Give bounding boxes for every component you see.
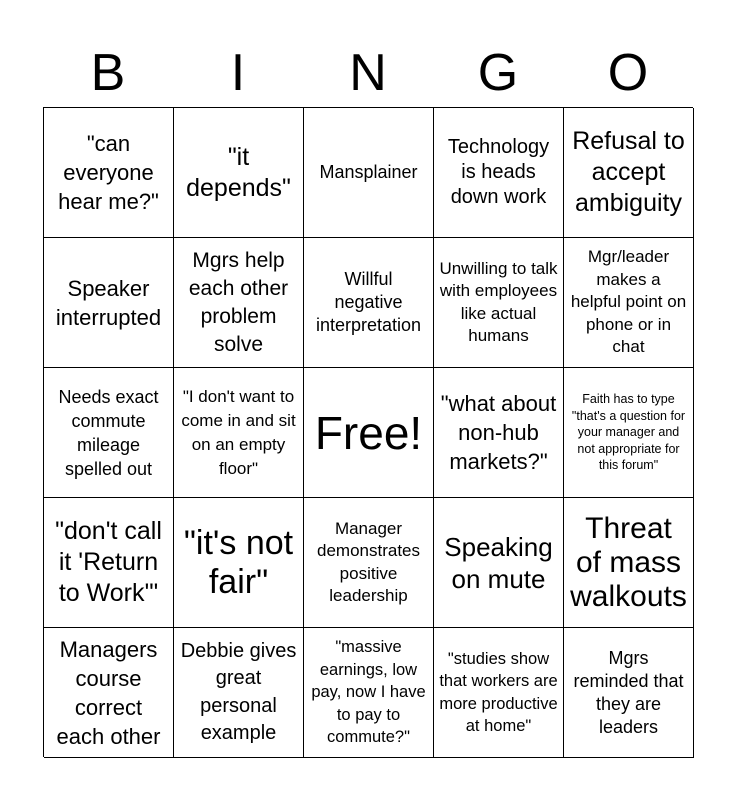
bingo-cell[interactable] — [564, 498, 694, 628]
header-letter-b: B — [90, 44, 126, 102]
bingo-cell[interactable] — [174, 238, 304, 368]
cell-text: Mgrs help each other problem solve — [188, 248, 289, 356]
cell-text: "massive earnings, low pay, now I have to pay to commute?" — [311, 638, 426, 747]
cell-text: "studies show that workers are more productive at home" — [439, 649, 558, 735]
cell-text: "what about non-hub markets?" — [440, 391, 557, 474]
bingo-header — [43, 38, 693, 108]
header-letter-o: O — [607, 44, 649, 102]
cell-text: Mansplainer — [319, 162, 418, 182]
bingo-cell[interactable] — [44, 628, 174, 758]
bingo-cell[interactable] — [174, 368, 304, 498]
cell-text: Threat of mass walkouts — [570, 511, 687, 613]
bingo-cell[interactable] — [174, 628, 304, 758]
header-letter-n: N — [349, 44, 387, 102]
cell-text: "it's not fair" — [183, 523, 294, 601]
bingo-cell[interactable] — [304, 108, 434, 238]
bingo-cell[interactable] — [174, 108, 304, 238]
cell-text: Willful negative interpretation — [315, 269, 422, 335]
bingo-cell[interactable] — [44, 238, 174, 368]
bingo-cell[interactable] — [44, 368, 174, 498]
cell-text: Speaking on mute — [444, 531, 553, 594]
cell-text: Debbie gives great personal example — [180, 639, 297, 744]
cell-text: Speaker interrupted — [55, 275, 162, 330]
bingo-cell[interactable] — [434, 238, 564, 368]
cell-text: Faith has to type "that's a question for your manager and not appropriate for this forum" — [571, 392, 686, 473]
bingo-cell[interactable] — [304, 628, 434, 758]
bingo-cell[interactable] — [564, 628, 694, 758]
cell-text: "don't call it 'Return to Work'" — [55, 517, 162, 607]
header-letter-i: I — [230, 44, 246, 102]
bingo-cell[interactable] — [174, 498, 304, 628]
cell-text: Mgrs reminded that they are leaders — [573, 647, 684, 737]
bingo-cell[interactable] — [434, 368, 564, 498]
free-space-label: Free! — [314, 406, 423, 459]
cell-text: Mgr/leader makes a helpful point on phone or in chat — [570, 247, 687, 357]
cell-text: "I don't want to come in and sit on an empty floor" — [181, 386, 296, 478]
bingo-cell[interactable] — [434, 498, 564, 628]
cell-text: Refusal to accept ambiguity — [572, 127, 685, 217]
bingo-cell[interactable] — [304, 498, 434, 628]
bingo-board — [43, 107, 693, 757]
cell-text: Needs exact commute mileage spelled out — [58, 386, 159, 479]
cell-text: "can everyone hear me?" — [58, 131, 159, 214]
free-space[interactable] — [304, 368, 434, 498]
bingo-cell[interactable] — [564, 238, 694, 368]
bingo-cell[interactable] — [434, 628, 564, 758]
cell-text: Technology is heads down work — [447, 136, 550, 208]
cell-text: Unwilling to talk with employees like actual humans — [439, 258, 558, 345]
bingo-cell[interactable] — [434, 108, 564, 238]
bingo-cell[interactable] — [564, 108, 694, 238]
bingo-cell[interactable] — [564, 368, 694, 498]
cell-text: "it depends" — [186, 142, 291, 202]
cell-text: Manager demonstrates positive leadership — [317, 518, 420, 605]
bingo-cell[interactable] — [44, 108, 174, 238]
bingo-cell[interactable] — [44, 498, 174, 628]
bingo-cell[interactable] — [304, 238, 434, 368]
header-letter-g: G — [477, 44, 519, 102]
cell-text: Managers course correct each other — [56, 636, 161, 749]
